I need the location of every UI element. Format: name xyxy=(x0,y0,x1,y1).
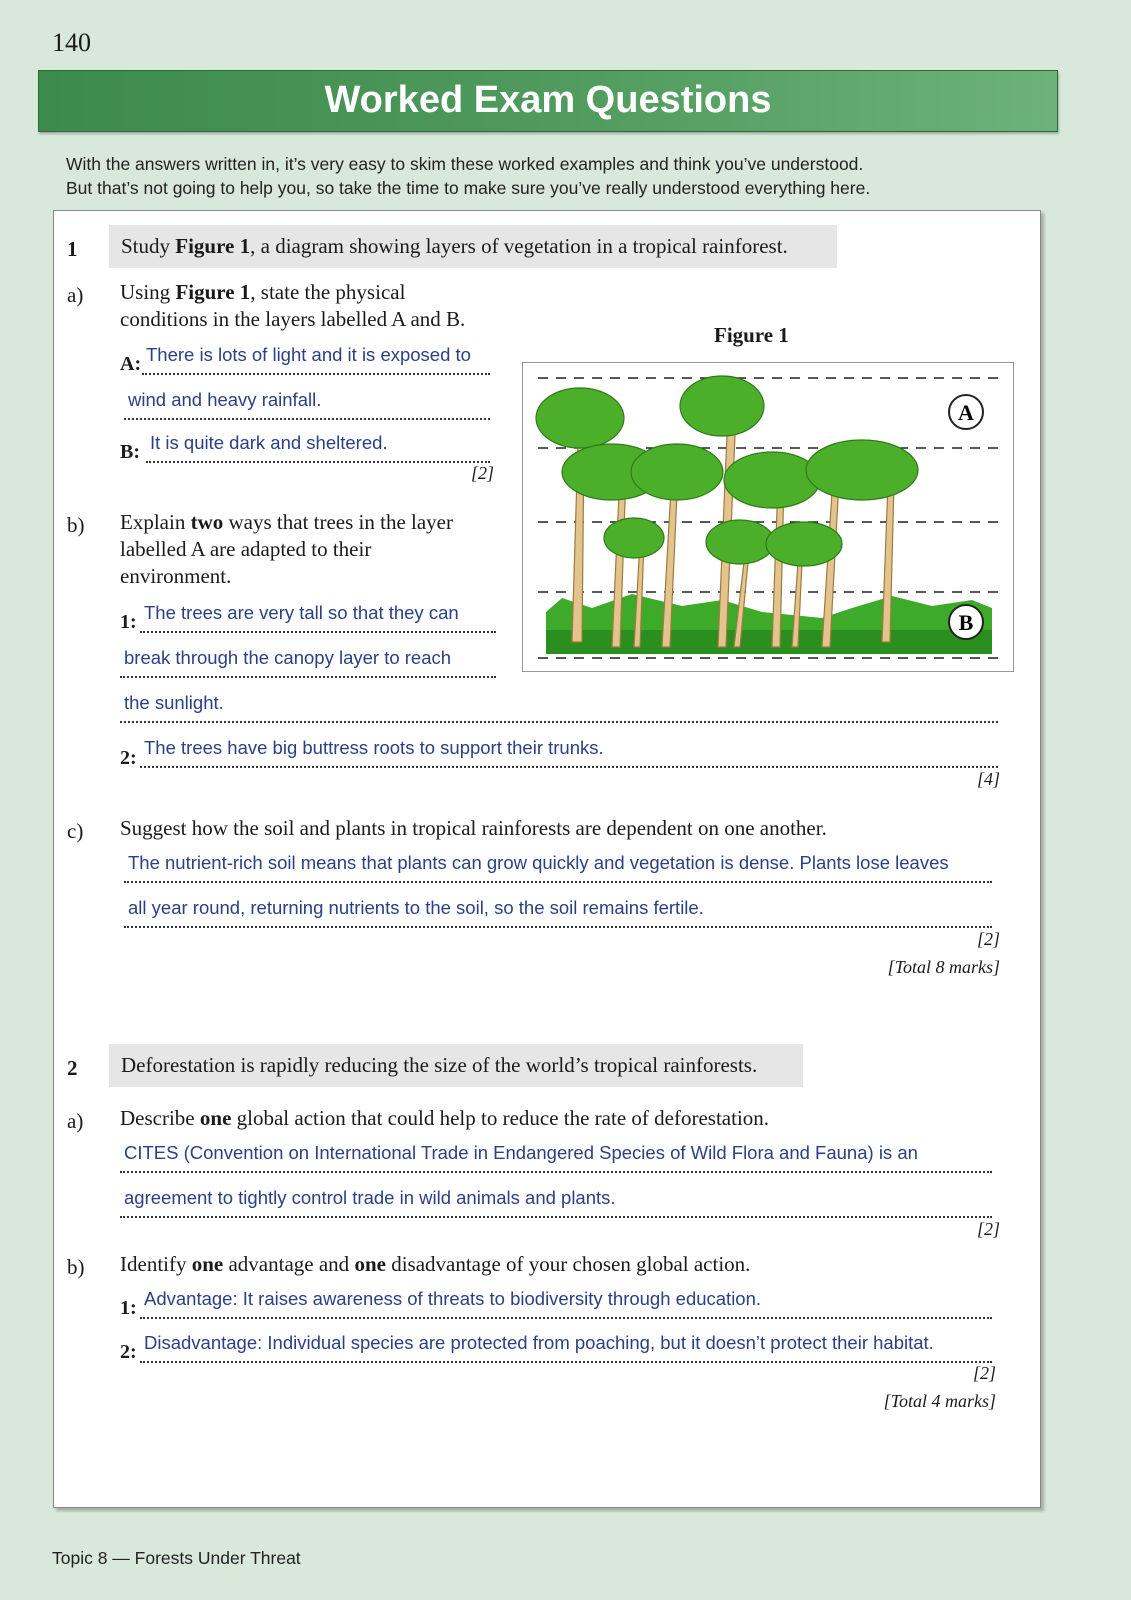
q2b-marks: [2] xyxy=(972,1363,996,1383)
footer-topic: Topic 8 — Forests Under Threat xyxy=(52,1548,301,1568)
layer-label-b xyxy=(949,605,983,639)
q2-stem: Deforestation is rapidly reducing the size of the world’s tropical rainforests. xyxy=(109,1044,803,1087)
q1a-answer-b-label: B: xyxy=(120,441,140,463)
q1a-answer-a-line-1: There is lots of light and it is exposed to xyxy=(142,343,490,375)
q1b-marks: [4] xyxy=(976,769,1000,789)
q2b-text: Identify one advantage and one disadvantage of your chosen global action. xyxy=(120,1252,751,1276)
label-b-text: B xyxy=(958,610,974,635)
figure-1-rainforest-diagram xyxy=(522,362,1014,672)
q1a-label: a) xyxy=(67,283,84,307)
page-number: 140 xyxy=(52,28,91,57)
q1b-answer-1-label: 1: xyxy=(120,611,137,633)
q1b-answer-1-line-2: break through the canopy layer to reach xyxy=(120,646,496,678)
q2b-answer-1-label: 1: xyxy=(120,1297,137,1319)
q2a-answer-line-2: agreement to tightly control trade in wild animals and plants. xyxy=(120,1186,992,1218)
q2b-answer-2-label: 2: xyxy=(120,1341,137,1363)
q2-number: 2 xyxy=(67,1056,78,1080)
q1a-answer-b: It is quite dark and sheltered. xyxy=(146,431,490,463)
label-a-text: A xyxy=(958,400,974,425)
q2a-answer-line-1: CITES (Convention on International Trade in Endangered Species of Wild Flora and Fauna) is an xyxy=(120,1141,992,1173)
intro-text xyxy=(66,152,870,200)
q1b-text: Explain two ways that trees in the layer labelled A are adapted to their environment. xyxy=(120,510,453,588)
q1b-label: b) xyxy=(67,513,85,537)
q2b-answer-2: Disadvantage: Individual species are protected from poaching, but it doesn’t protect their habitat. xyxy=(140,1331,992,1363)
intro-line-2: But that’s not going to help you, so take the time to make sure you’ve really understood everything here. xyxy=(66,178,871,198)
q1b-answer-2-label: 2: xyxy=(120,747,137,769)
q2a-label: a) xyxy=(67,1109,84,1133)
q2b-label: b) xyxy=(67,1255,85,1279)
q1-stem: Study Figure 1, a diagram showing layers of vegetation in a tropical rainforest. xyxy=(109,225,837,268)
intro-line-1: With the answers written in, it’s very easy to skim these worked examples and think you’ve understood. xyxy=(66,154,864,174)
q2a-text: Describe one global action that could help to reduce the rate of deforestation. xyxy=(120,1106,770,1130)
q2a-marks: [2] xyxy=(976,1219,1000,1239)
q2-total: [Total 4 marks] xyxy=(883,1391,996,1411)
q1b-answer-1-line-3: the sunlight. xyxy=(120,691,998,723)
q1a-marks: [2] xyxy=(470,463,494,483)
q1-total: [Total 8 marks] xyxy=(887,957,1000,977)
q2b-answer-1: Advantage: It raises awareness of threats to biodiversity through education. xyxy=(140,1287,992,1319)
q1a-answer-a-line-2: wind and heavy rainfall. xyxy=(124,388,490,420)
q1b-answer-2: The trees have big buttress roots to support their trunks. xyxy=(140,736,998,768)
q1c-text: Suggest how the soil and plants in tropical rainforests are dependent on one another. xyxy=(120,816,827,840)
q1b-answer-1-line-1: The trees are very tall so that they can xyxy=(140,601,496,633)
q1a-answer-a-label: A: xyxy=(120,353,142,375)
q1a-text: Using Figure 1, state the physical conditions in the layers labelled A and B. xyxy=(120,280,466,331)
q1c-marks: [2] xyxy=(976,929,1000,949)
q1c-answer-line-1: The nutrient-rich soil means that plants can grow quickly and vegetation is dense. Plants lose leaves xyxy=(124,851,992,883)
figure-caption: Figure 1 xyxy=(714,323,789,347)
layer-label-a xyxy=(949,395,983,429)
q1c-answer-line-2: all year round, returning nutrients to the soil, so the soil remains fertile. xyxy=(124,896,992,928)
title-banner xyxy=(38,70,1058,132)
page-title: Worked Exam Questions xyxy=(324,79,772,121)
q1c-label: c) xyxy=(67,819,84,843)
q1-number: 1 xyxy=(67,237,78,261)
